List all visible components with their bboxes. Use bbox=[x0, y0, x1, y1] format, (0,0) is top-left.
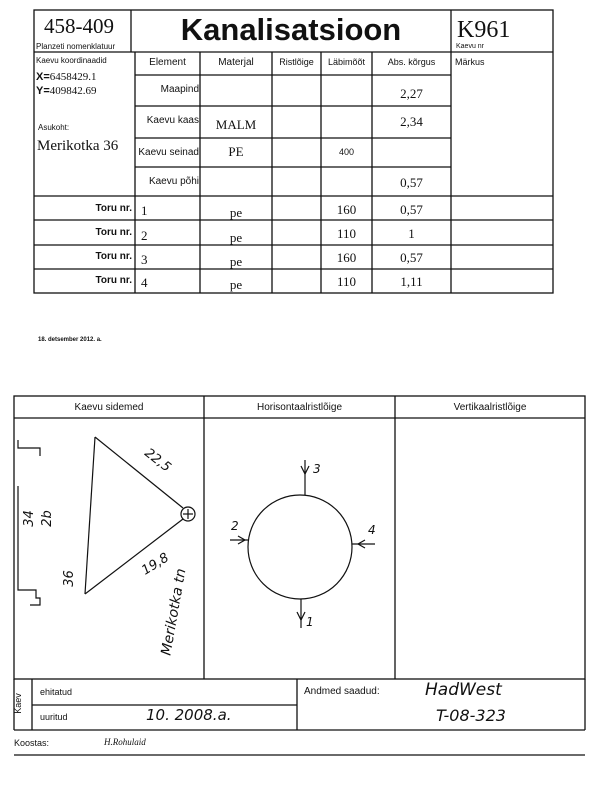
y-value: 409842.69 bbox=[49, 85, 97, 97]
distance-bottom: 19,8 bbox=[139, 550, 172, 579]
element-height: 0,57 bbox=[400, 175, 423, 190]
pipe-height: 1 bbox=[408, 226, 415, 241]
document-date: 18. detsember 2012. a. bbox=[38, 337, 102, 343]
pipe-height: 0,57 bbox=[400, 202, 423, 217]
address-label: Asukoht: bbox=[38, 123, 70, 132]
col-remarks: Märkus bbox=[455, 57, 485, 67]
y-coordinate bbox=[36, 86, 97, 97]
pipe-material: pe bbox=[229, 205, 243, 220]
street-name: Merikotka tn bbox=[158, 567, 190, 657]
col-material: Materjal bbox=[218, 57, 254, 68]
pipe-number: 4 bbox=[141, 275, 148, 290]
panel-ties-title: Kaevu sidemed bbox=[74, 402, 144, 413]
element-name: Kaevu põhi bbox=[148, 176, 199, 187]
pipe-material: pe bbox=[229, 277, 243, 292]
measured-date: 10. 2008.a. bbox=[146, 706, 232, 724]
pipe-height: 1,11 bbox=[400, 274, 423, 289]
element-name: Kaevu kaas bbox=[146, 115, 199, 126]
panel-vertical-title: Vertikaalristlõige bbox=[453, 402, 527, 413]
pipe-label: Toru nr. bbox=[95, 275, 132, 286]
well-number: K961 bbox=[457, 17, 511, 43]
author-label: Koostas: bbox=[14, 738, 50, 748]
col-diameter: Läbimõõt bbox=[327, 57, 366, 67]
data-source-name: HadWest bbox=[425, 680, 502, 700]
y-label: Y= bbox=[36, 85, 50, 97]
form-title: Kanalisatsioon bbox=[180, 12, 402, 47]
house-number-lower: 36 bbox=[61, 570, 77, 587]
nomenclature-label: Planzeti nomenklatuur bbox=[36, 42, 116, 51]
x-label: X= bbox=[36, 71, 50, 83]
pipe-material: pe bbox=[229, 230, 243, 245]
pipe-material: pe bbox=[229, 254, 243, 269]
pipe-label-bottom: 1 bbox=[306, 615, 314, 629]
element-name: Kaevu seinad bbox=[138, 147, 199, 158]
pipe-diameter: 110 bbox=[336, 226, 357, 241]
measured-label: uuritud bbox=[40, 712, 68, 722]
pipe-label: Toru nr. bbox=[95, 251, 132, 262]
element-diameter: 400 bbox=[338, 147, 355, 157]
panel-horizontal-title: Horisontaalristlõige bbox=[256, 402, 343, 413]
col-element: Element bbox=[149, 57, 186, 68]
element-material: MALM bbox=[215, 117, 257, 132]
pipe-diameter: 160 bbox=[336, 250, 357, 265]
pipe-diameter: 160 bbox=[336, 202, 357, 217]
house-number-left-2: 2b bbox=[39, 510, 55, 527]
pipe-diameter: 110 bbox=[336, 274, 357, 289]
author-name: H.Rohulaid bbox=[104, 737, 146, 747]
pipe-number: 3 bbox=[141, 252, 148, 267]
element-height: 2,27 bbox=[400, 86, 423, 101]
data-source-reference: T-08-323 bbox=[436, 706, 506, 725]
pipe-label: Toru nr. bbox=[95, 227, 132, 238]
pipe-height: 0,57 bbox=[400, 250, 423, 265]
address-value: Merikotka 36 bbox=[37, 138, 119, 154]
data-source-label: Andmed saadud: bbox=[304, 686, 380, 697]
pipe-label: Toru nr. bbox=[95, 203, 132, 214]
house-number-left: 34 bbox=[21, 510, 37, 527]
element-material: PE bbox=[228, 144, 244, 159]
col-abs-height: Abs. kõrgus bbox=[387, 57, 436, 67]
x-coordinate bbox=[36, 72, 97, 83]
pipe-number: 2 bbox=[141, 228, 148, 243]
well-side-label: Kaev bbox=[12, 693, 23, 714]
distance-top: 22,5 bbox=[141, 445, 174, 476]
col-cross-section: Ristlõige bbox=[279, 57, 314, 67]
pipe-label-right: 4 bbox=[368, 523, 376, 537]
pipe-label-top: 3 bbox=[313, 462, 321, 476]
pipe-number: 1 bbox=[141, 203, 148, 218]
horizontal-section-drawing bbox=[230, 460, 375, 628]
pipe-label-left: 2 bbox=[231, 519, 239, 533]
element-name: Maapind bbox=[160, 84, 199, 95]
x-value: 6458429.1 bbox=[49, 71, 97, 83]
built-label: ehitatud bbox=[40, 687, 73, 697]
coordinates-label: Kaevu koordinaadid bbox=[36, 56, 107, 65]
nomenclature-number: 458-409 bbox=[44, 14, 114, 38]
well-number-label: Kaevu nr bbox=[456, 43, 485, 50]
element-height: 2,34 bbox=[400, 114, 423, 129]
